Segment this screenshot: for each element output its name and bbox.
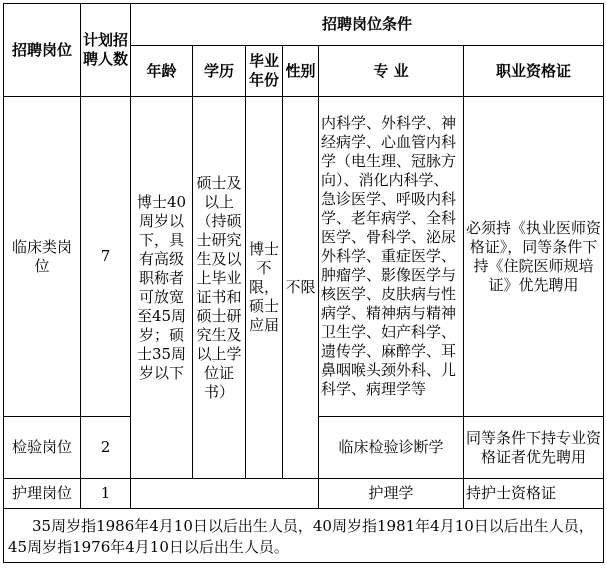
- major-list: 内科学、外科学、神经病学、心血管内科学（电生理、冠脉方向）、消化内科学、急诊医学、呼吸内科学、老年病学、全科医学、骨科学、泌尿外科学、重症医学、肿瘤学、影像医学与核医学、皮肤病与性病学、精神病与精神卫生学、妇产科学、遗传学、麻醉学、耳鼻咽喉头颈外科、儿科学、病理学等: [321, 114, 457, 398]
- cell-position: [4, 417, 81, 479]
- count-value: 1: [100, 484, 111, 502]
- position-label: 检验岗位: [11, 438, 72, 456]
- header-gender-label: 性别: [285, 61, 316, 80]
- cell-age: [131, 97, 193, 479]
- cell-grad-year: [246, 97, 283, 479]
- header-gender: [283, 46, 319, 97]
- header-major: [319, 46, 464, 97]
- header-row-1: [4, 4, 604, 46]
- major-list: 临床检验诊断学: [338, 438, 444, 456]
- header-education-label: 学历: [203, 61, 234, 80]
- header-education: [193, 46, 246, 97]
- cell-count: [81, 479, 131, 509]
- count-value: 2: [100, 438, 111, 456]
- cell-qualification: [464, 97, 604, 417]
- cell-gender: [283, 97, 319, 479]
- qualification-requirement: 持护士资格证: [466, 484, 557, 502]
- header-plan-count: [81, 4, 131, 97]
- cell-position: [4, 97, 81, 417]
- education-requirement: 硕士及以上（持硕士研究生及以上毕业证书和硕士研究生及以上学位证书）: [196, 173, 242, 401]
- major-list: 护理学: [368, 484, 414, 502]
- header-qualification: [464, 46, 604, 97]
- cell-major: [319, 97, 464, 417]
- count-value: 7: [100, 247, 111, 265]
- position-label: 临床类岗位: [11, 237, 72, 275]
- header-position: [4, 4, 81, 97]
- header-qualification-label: 职业资格证: [496, 61, 572, 80]
- cell-count: [81, 97, 131, 417]
- age-requirement: 博士40周岁以下，具有高级职称者可放宽至45周岁；硕士35周岁以下: [136, 192, 187, 382]
- recruitment-table: [3, 3, 604, 563]
- header-grad-year-label: 毕业年份: [248, 52, 279, 89]
- header-age: [131, 46, 193, 97]
- position-label: 护理岗位: [11, 484, 72, 502]
- header-conditions: [131, 4, 604, 46]
- header-grad-year: [246, 46, 283, 97]
- table-row: [4, 479, 604, 509]
- table-row: [4, 97, 604, 417]
- footnote-row: [4, 509, 604, 563]
- header-major-label: 专 业: [373, 61, 409, 80]
- qualification-requirement: 同等条件下持专业资格证者优先聘用: [466, 428, 602, 466]
- header-conditions-label: 招聘岗位条件: [322, 15, 413, 33]
- cell-merged-blank: [131, 479, 319, 509]
- cell-qualification: [464, 417, 604, 479]
- footnote: 35周岁指1986年4月10日以后出生人员，40周岁指1981年4月10日以后出生人员，45周岁指1976年4月10日以后出生人员。: [4, 509, 604, 563]
- cell-major: [319, 479, 464, 509]
- cell-count: [81, 417, 131, 479]
- qualification-requirement: 必须持《执业医师资格证》，同等条件下持《住院医师规培证》优先聘用: [466, 218, 602, 294]
- header-plan-count-label: 计划招聘人数: [83, 31, 129, 68]
- cell-major: [319, 417, 464, 479]
- cell-education: [193, 97, 246, 479]
- grad-year-requirement: 博士不限，硕士应届: [248, 240, 279, 334]
- header-position-label: 招聘岗位: [11, 40, 72, 59]
- header-age-label: 年龄: [146, 61, 177, 80]
- cell-qualification: [464, 479, 604, 509]
- cell-position: [4, 479, 81, 509]
- gender-requirement: 不限: [285, 278, 316, 296]
